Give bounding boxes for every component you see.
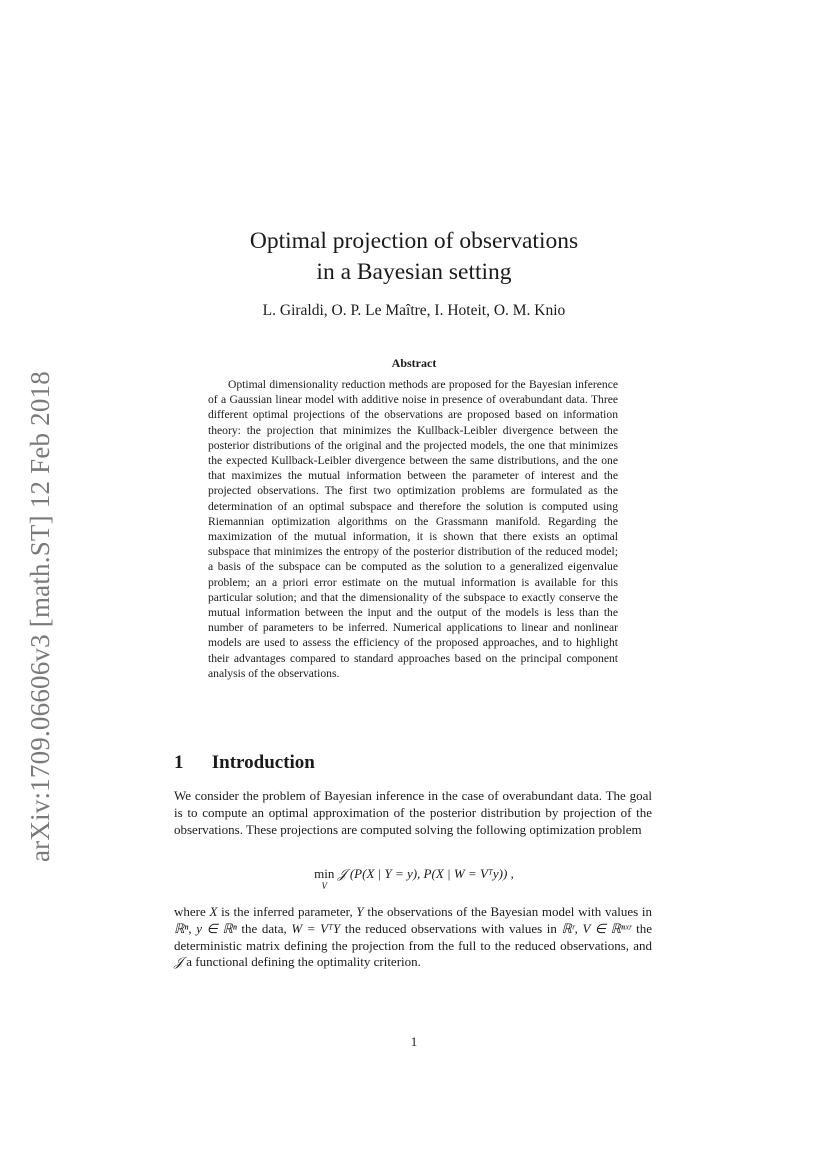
text-run: where [174, 904, 210, 919]
min-operator-text: min [314, 866, 335, 881]
body-paragraph-2 [174, 904, 652, 971]
math-symbol: V ∈ ℝⁿˣʳ [582, 920, 632, 936]
author-list: L. Giraldi, O. P. Le Maître, I. Hoteit, O. M. Knio [262, 302, 566, 319]
text-run: a functional defining the optimality criterion. [182, 954, 421, 970]
text-run: is the inferred parameter, [217, 904, 357, 919]
min-subscript: V [321, 881, 327, 891]
abstract-heading: Abstract [391, 356, 437, 370]
math-symbol: 𝒥 [174, 954, 183, 970]
title-line-1: Optimal projection of observations [249, 228, 579, 254]
text-run: the data, [236, 920, 292, 936]
arxiv-identifier: arXiv:1709.06606v3 [math.ST] 12 Feb 2018 [25, 371, 55, 862]
math-symbol: y ∈ ℝⁿ [196, 920, 237, 936]
min-operator [314, 866, 334, 890]
page-number: 1 [410, 1034, 418, 1049]
text-run: the reduced observations with values in [340, 920, 562, 936]
text-run: the deterministic matrix defining the projection from the full to the reduced observations, and [174, 920, 653, 953]
display-equation [0, 866, 828, 890]
math-symbol: ℝⁿ [174, 920, 189, 936]
math-symbol: W = VᵀY [291, 920, 341, 936]
math-symbol: Y [356, 904, 364, 919]
text-run: the observations of the Bayesian model with values in [363, 904, 652, 919]
title-line-2: in a Bayesian setting [316, 259, 512, 285]
math-symbol: X [209, 904, 218, 919]
section-title: Introduction [211, 752, 315, 773]
text-run: , [574, 920, 583, 936]
body-paragraph: We consider the problem of Bayesian inference in the case of overabundant data. The goal is to compute an optimal approximation of the posterior distribution by projection of the observations. These projections are computed solving the following optimization problem [174, 788, 652, 837]
paper-title [0, 226, 828, 288]
equation-body: 𝒥 (P(X | Y = y), P(X | W = Vᵀy)) , [337, 866, 514, 881]
section-number: 1 [174, 752, 184, 773]
text-run: , [188, 920, 197, 936]
abstract-text: Optimal dimensionality reduction methods are proposed for the Bayesian inference of a Gaussian linear model with additive noise in presence of overabundant data. Three different optimal projections of the observations are proposed based on information theory: the projection that minimizes the Kullback-Leibler divergence between the posterior distributions of the original and the projected models, the one that minimizes the expected Kullback-Leibler divergence between the same distributions, and the one that maximizes the mutual information between the parameter of interest and the projected observations. The first two optimization problems are formulated as the determination of an optimal subspace and therefore the solution is computed using Riemannian optimization algorithms on the Grassmann manifold. Regarding the maximization of the mutual information, it is shown that there exists an optimal subspace that minimizes the entropy of the posterior distribution of the reduced model; a basis of the subspace can be computed as the solution to a generalized eigenvalue problem; an a priori error estimate on the mutual information is available for this particular solution; and that the dimensionality of the subspace to exactly conserve the mutual information between the input and the output of the models is less than the number of parameters to be inferred. Numerical applications to linear and nonlinear models are used to assess the efficiency of the proposed approaches, and to highlight their advantages compared to standard approaches based on the principal component analysis of the observations. [208, 378, 618, 680]
math-symbol: ℝʳ [561, 920, 575, 936]
section-heading [174, 752, 315, 774]
